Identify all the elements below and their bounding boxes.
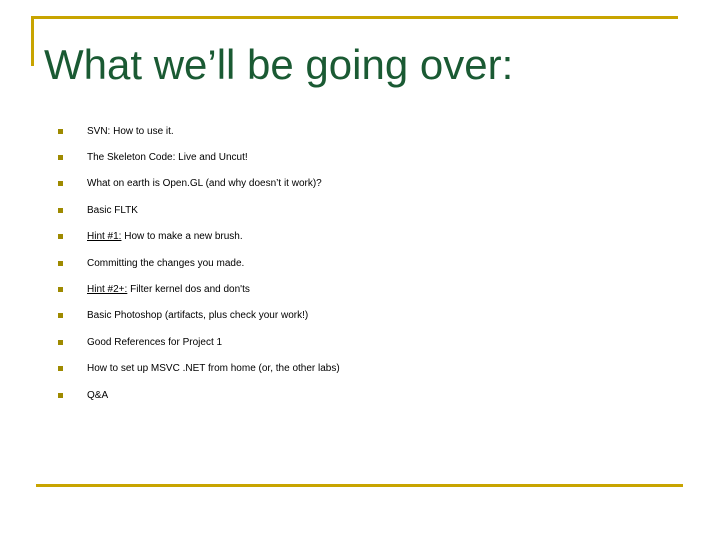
square-bullet-icon [58,393,63,398]
square-bullet-icon [58,208,63,213]
square-bullet-icon [58,366,63,371]
square-bullet-icon [58,129,63,134]
square-bullet-icon [58,313,63,318]
list-item [58,382,340,408]
hint-label: Hint #2+: [87,284,128,296]
list-item-text: Q&A [87,389,109,401]
frame-bottom-rule [36,484,683,487]
list-item-text: Committing the changes you made. [87,257,245,269]
bullet-list [58,118,340,408]
list-item [58,144,340,170]
list-item [58,356,340,382]
list-item-text: How to set up MSVC .NET from home (or, the other labs) [87,363,340,375]
list-item [58,171,340,197]
square-bullet-icon [58,340,63,345]
list-item [58,118,340,144]
square-bullet-icon [58,181,63,186]
list-item [58,250,340,276]
list-item [58,197,340,223]
square-bullet-icon [58,287,63,292]
list-item [58,303,340,329]
hint-label: Hint #1: [87,231,122,243]
square-bullet-icon [58,155,63,160]
list-item-text: The Skeleton Code: Live and Uncut! [87,152,248,164]
square-bullet-icon [58,234,63,239]
frame-top-rule [31,16,678,19]
list-item-text: Basic FLTK [87,204,138,216]
list-item [58,276,340,302]
list-item-text: What on earth is Open.GL (and why doesn’t it work)? [87,178,322,190]
list-item [58,224,340,250]
slide-title: What we’ll be going over: [44,41,514,88]
frame-left-rule [31,16,34,66]
list-item [58,329,340,355]
list-item-text: Basic Photoshop (artifacts, plus check your work!) [87,310,309,322]
list-item-text: Filter kernel dos and don'ts [127,284,250,296]
list-item-text: Good References for Project 1 [87,336,223,348]
list-item-text: SVN: How to use it. [87,125,174,137]
square-bullet-icon [58,261,63,266]
list-item-text: How to make a new brush. [121,231,243,243]
